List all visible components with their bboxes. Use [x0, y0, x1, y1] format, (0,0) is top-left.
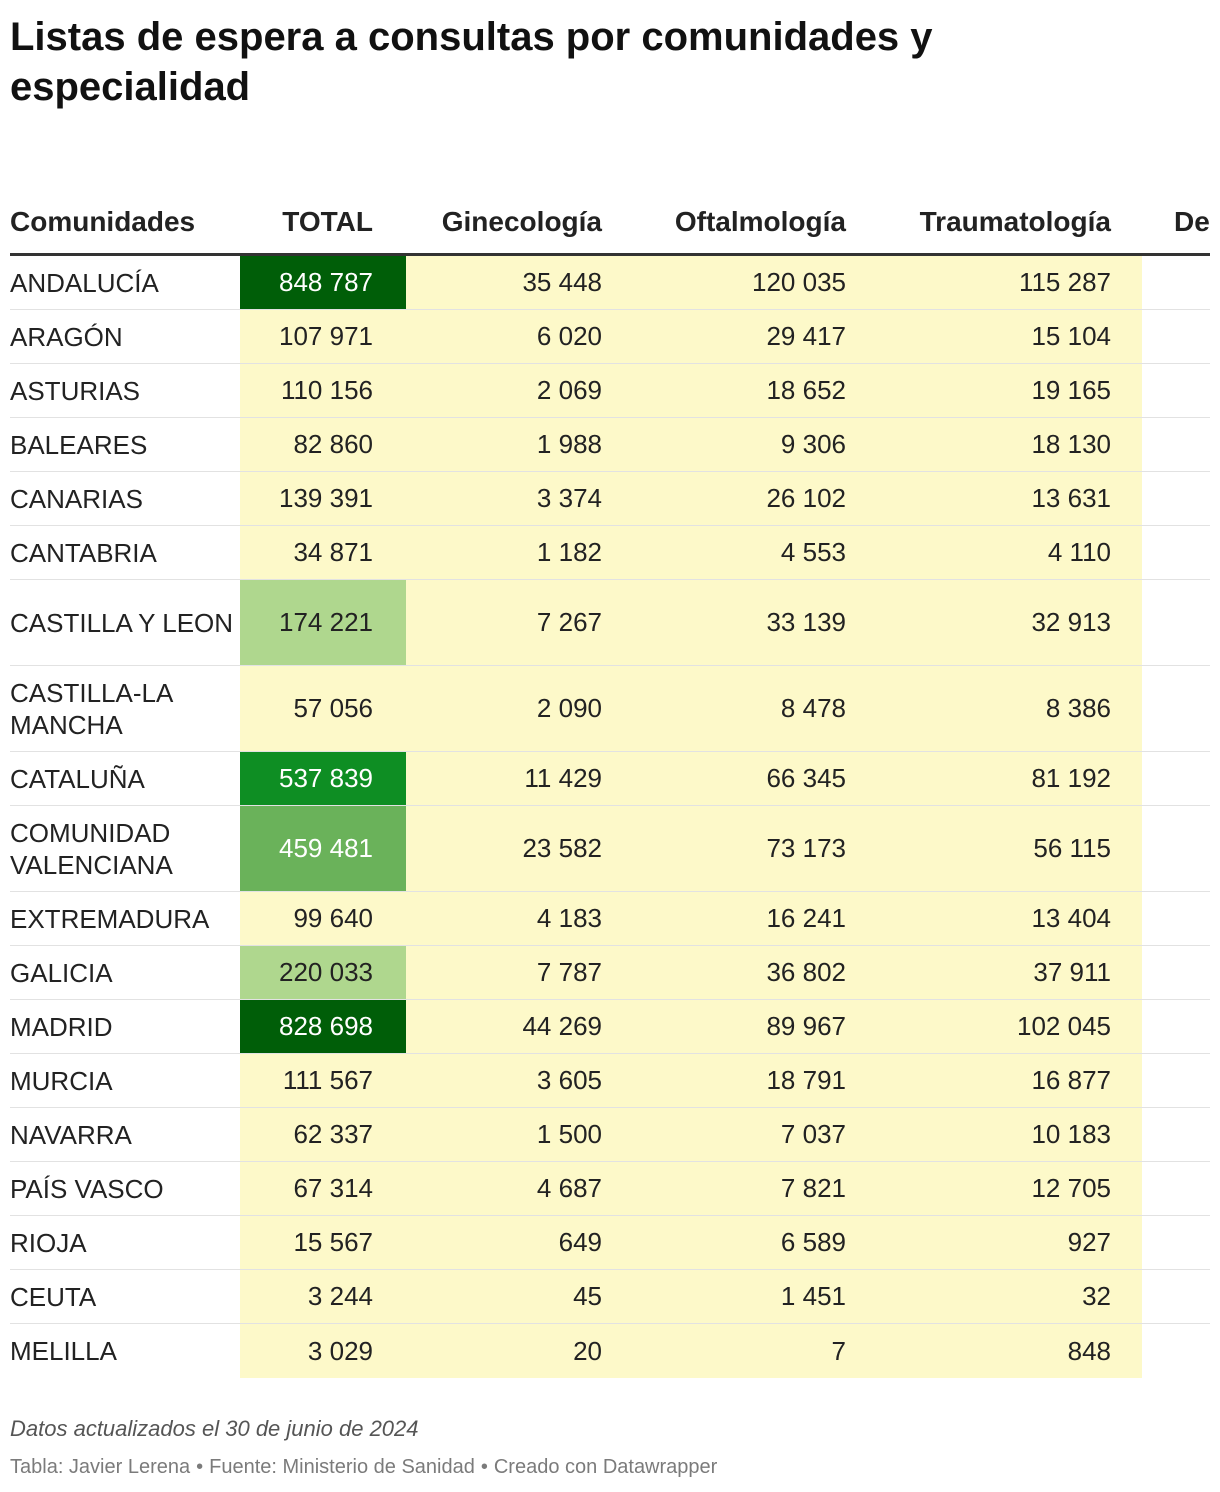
cell-total-value: 3 244 [307, 1281, 373, 1311]
table-row [10, 752, 1210, 806]
cell-total-value: 99 640 [293, 903, 373, 933]
cell-total [240, 1054, 406, 1107]
cell-traumatologia-value: 15 104 [1031, 321, 1111, 351]
header-traumatologia[interactable]: Traumatología [919, 206, 1111, 237]
cell-total [240, 1108, 406, 1161]
cell-total-value: 82 860 [293, 429, 373, 459]
comunidad-label: GALICIA [10, 957, 113, 988]
cell-total [240, 1162, 406, 1215]
cell-total [240, 1000, 406, 1053]
cell-ginecologia-value: 4 687 [536, 1173, 602, 1203]
cell-total-value: 67 314 [293, 1173, 373, 1203]
cell-ginecologia [406, 1162, 632, 1215]
cell-ginecologia [406, 806, 632, 891]
comunidad-label: CATALUÑA [10, 763, 145, 794]
cell-ginecologia [406, 1054, 632, 1107]
table-row [10, 526, 1210, 580]
cell-ginecologia [406, 310, 632, 363]
table-row [10, 472, 1210, 526]
header-ginecologia[interactable]: Ginecología [441, 206, 602, 237]
cell-traumatologia [876, 1108, 1142, 1161]
cell-total-value: 139 391 [279, 483, 373, 513]
cell-total-value: 848 787 [279, 267, 373, 297]
cell-traumatologia-value: 19 165 [1031, 375, 1111, 405]
table-row [10, 310, 1210, 364]
cell-oftalmologia [632, 946, 876, 999]
cell-comunidad [10, 310, 235, 363]
cell-oftalmologia [632, 1270, 876, 1323]
cell-oftalmologia [632, 892, 876, 945]
cell-ginecologia-value: 1 988 [536, 429, 602, 459]
comunidad-label: ANDALUCÍA [10, 267, 159, 298]
table-row [10, 1108, 1210, 1162]
comunidad-label: CANTABRIA [10, 537, 157, 568]
cell-traumatologia-value: 32 913 [1031, 607, 1111, 637]
cell-oftalmologia [632, 752, 876, 805]
header-comunidades[interactable]: Comunidades [10, 206, 196, 237]
cell-traumatologia [876, 752, 1142, 805]
cell-ginecologia [406, 1108, 632, 1161]
cell-comunidad [10, 1162, 235, 1215]
comunidad-label: CANARIAS [10, 483, 143, 514]
cell-traumatologia-value: 4 110 [1047, 537, 1111, 567]
cell-total [240, 946, 406, 999]
cell-oftalmologia-value: 7 821 [780, 1173, 846, 1203]
cell-oftalmologia-value: 26 102 [766, 483, 846, 513]
cell-total-value: 220 033 [279, 957, 373, 987]
cell-ginecologia [406, 256, 632, 309]
credit-table: Tabla: Javier Lerena [10, 1456, 191, 1478]
cell-traumatologia-value: 8 386 [1045, 693, 1111, 723]
cell-oftalmologia-value: 16 241 [766, 903, 846, 933]
cell-ginecologia-value: 20 [573, 1335, 602, 1366]
cell-oftalmologia [632, 364, 876, 417]
cell-total [240, 806, 406, 891]
cell-ginecologia-value: 1 182 [536, 537, 602, 567]
cell-comunidad [10, 526, 235, 579]
cell-ginecologia [406, 1216, 632, 1269]
cell-ginecologia-value: 2 090 [536, 693, 602, 723]
cell-oftalmologia [632, 1324, 876, 1378]
cell-ginecologia [406, 1270, 632, 1323]
table-row [10, 666, 1210, 752]
cell-ginecologia [406, 580, 632, 665]
table-header [10, 190, 1210, 256]
cell-total [240, 666, 406, 751]
cell-traumatologia [876, 364, 1142, 417]
cell-total [240, 472, 406, 525]
cell-ginecologia-value: 649 [558, 1227, 602, 1257]
cell-traumatologia [876, 1054, 1142, 1107]
cell-comunidad [10, 806, 235, 891]
cell-ginecologia-value: 44 269 [522, 1011, 602, 1041]
cell-ginecologia-value: 1 500 [536, 1119, 602, 1149]
cell-total-value: 3 029 [307, 1335, 373, 1366]
cell-total [240, 256, 406, 309]
cell-oftalmologia-value: 66 345 [766, 763, 846, 793]
cell-total [240, 752, 406, 805]
cell-ginecologia [406, 364, 632, 417]
cell-total-value: 174 221 [279, 607, 373, 637]
cell-traumatologia [876, 1270, 1142, 1323]
cell-traumatologia-value: 13 404 [1031, 903, 1111, 933]
cell-ginecologia [406, 666, 632, 751]
cell-traumatologia-value: 115 287 [1018, 267, 1111, 297]
cell-traumatologia [876, 310, 1142, 363]
cell-total [240, 892, 406, 945]
comunidad-label: BALEARES [10, 429, 148, 460]
cell-traumatologia [876, 806, 1142, 891]
comunidad-label: NAVARRA [10, 1119, 132, 1150]
cell-total-value: 537 839 [279, 763, 373, 793]
cell-traumatologia-value: 56 115 [1033, 833, 1111, 863]
cell-traumatologia [876, 1216, 1142, 1269]
cell-comunidad [10, 580, 235, 665]
table-row [10, 892, 1210, 946]
cell-total [240, 1270, 406, 1323]
cell-oftalmologia-value: 89 967 [766, 1011, 846, 1041]
cell-traumatologia [876, 580, 1142, 665]
cell-oftalmologia-value: 33 139 [766, 607, 846, 637]
cell-ginecologia-value: 3 605 [536, 1065, 602, 1095]
cell-traumatologia [876, 892, 1142, 945]
cell-ginecologia-value: 45 [573, 1281, 602, 1311]
cell-oftalmologia-value: 73 173 [766, 833, 846, 863]
cell-total [240, 310, 406, 363]
cell-total-value: 57 056 [293, 693, 373, 723]
cell-oftalmologia-value: 18 791 [766, 1065, 846, 1095]
comunidad-label: CEUTA [10, 1281, 97, 1312]
table-row [10, 1216, 1210, 1270]
cell-oftalmologia-value: 18 652 [766, 375, 846, 405]
cell-traumatologia [876, 1000, 1142, 1053]
cell-comunidad [10, 1054, 235, 1107]
cell-total [240, 580, 406, 665]
cell-total-value: 459 481 [279, 833, 373, 863]
cell-comunidad [10, 666, 235, 751]
cell-ginecologia [406, 946, 632, 999]
table-row [10, 364, 1210, 418]
cell-total [240, 418, 406, 471]
cell-traumatologia-value: 18 130 [1031, 429, 1111, 459]
cell-total-value: 110 156 [280, 375, 373, 405]
cell-oftalmologia-value: 4 553 [780, 537, 846, 567]
cell-oftalmologia [632, 1108, 876, 1161]
cell-traumatologia-value: 12 705 [1031, 1173, 1111, 1203]
cell-traumatologia-value: 848 [1067, 1335, 1111, 1366]
cell-traumatologia-value: 37 911 [1033, 957, 1111, 987]
cell-total-value: 34 871 [293, 537, 373, 567]
cell-total [240, 526, 406, 579]
chart-title: Listas de espera a consultas por comunidades y especialidad [10, 15, 933, 109]
cell-oftalmologia [632, 1162, 876, 1215]
comunidad-label: MADRID [10, 1011, 113, 1042]
cell-oftalmologia [632, 310, 876, 363]
cell-comunidad [10, 364, 235, 417]
cell-total [240, 364, 406, 417]
cell-oftalmologia [632, 1216, 876, 1269]
credit-tool: Creado con Datawrapper [493, 1456, 718, 1478]
comunidad-label: MELILLA [10, 1336, 117, 1366]
cell-oftalmologia-value: 7 [831, 1335, 846, 1366]
cell-traumatologia [876, 256, 1142, 309]
cell-ginecologia-value: 4 183 [536, 903, 602, 933]
table-row [10, 256, 1210, 310]
cell-ginecologia-value: 23 582 [522, 833, 602, 863]
cell-traumatologia-value: 16 877 [1031, 1065, 1111, 1095]
cell-oftalmologia-value: 36 802 [766, 957, 846, 987]
cell-comunidad [10, 418, 235, 471]
cell-comunidad [10, 1270, 235, 1323]
header-oftalmologia[interactable]: Oftalmología [674, 206, 846, 237]
cell-oftalmologia-value: 120 035 [752, 267, 846, 297]
table-row [10, 806, 1210, 892]
credit-line [10, 1456, 717, 1479]
cell-comunidad [10, 946, 235, 999]
cell-oftalmologia [632, 256, 876, 309]
comunidad-label: CASTILLA-LA MANCHA [10, 677, 172, 740]
table-row [10, 1054, 1210, 1108]
cell-total-value: 15 567 [293, 1227, 373, 1257]
comunidad-label: PAÍS VASCO [10, 1173, 164, 1204]
header-dermatologia-truncated[interactable]: De [1174, 206, 1210, 237]
cell-ginecologia [406, 1324, 632, 1378]
cell-traumatologia [876, 472, 1142, 525]
table-row [10, 1270, 1210, 1324]
cell-total-value: 111 567 [282, 1065, 373, 1095]
cell-ginecologia-value: 11 429 [524, 763, 602, 793]
cell-traumatologia [876, 1324, 1142, 1378]
table-row [10, 1162, 1210, 1216]
table-row [10, 1000, 1210, 1054]
cell-oftalmologia [632, 418, 876, 471]
comunidad-label: ASTURIAS [10, 375, 141, 406]
table-row [10, 946, 1210, 1000]
cell-oftalmologia [632, 580, 876, 665]
cell-oftalmologia-value: 29 417 [766, 321, 846, 351]
cell-ginecologia-value: 7 267 [536, 607, 602, 637]
cell-oftalmologia [632, 1054, 876, 1107]
cell-oftalmologia [632, 1000, 876, 1053]
cell-traumatologia [876, 946, 1142, 999]
cell-ginecologia [406, 1000, 632, 1053]
cell-comunidad [10, 892, 235, 945]
cell-total-value: 828 698 [279, 1011, 373, 1041]
cell-comunidad [10, 256, 235, 309]
cell-traumatologia-value: 927 [1067, 1227, 1111, 1257]
cell-traumatologia [876, 1162, 1142, 1215]
cell-traumatologia-value: 81 192 [1031, 763, 1111, 793]
comunidad-label: RIOJA [10, 1227, 87, 1258]
cell-oftalmologia-value: 1 451 [780, 1281, 846, 1311]
cell-comunidad [10, 1324, 235, 1378]
comunidad-label: MURCIA [10, 1065, 113, 1096]
cell-oftalmologia [632, 526, 876, 579]
cell-ginecologia-value: 2 069 [536, 375, 602, 405]
cell-comunidad [10, 1108, 235, 1161]
comunidad-label: EXTREMADURA [10, 903, 210, 934]
credit-separator: • [196, 1456, 204, 1478]
cell-traumatologia [876, 666, 1142, 751]
cell-ginecologia-value: 7 787 [536, 957, 602, 987]
cell-comunidad [10, 752, 235, 805]
cell-total [240, 1324, 406, 1378]
footnote-date: Datos actualizados el 30 de junio de 2024 [10, 1416, 419, 1441]
cell-oftalmologia [632, 666, 876, 751]
cell-oftalmologia-value: 7 037 [780, 1119, 846, 1149]
cell-comunidad [10, 1216, 235, 1269]
cell-traumatologia [876, 418, 1142, 471]
cell-ginecologia [406, 418, 632, 471]
table-row [10, 1324, 1210, 1378]
comunidad-label: COMUNIDAD VALENCIANA [10, 817, 173, 880]
cell-ginecologia [406, 752, 632, 805]
table-row [10, 580, 1210, 666]
cell-traumatologia [876, 526, 1142, 579]
cell-total [240, 1216, 406, 1269]
cell-oftalmologia-value: 9 306 [780, 429, 846, 459]
cell-ginecologia-value: 6 020 [536, 321, 602, 351]
cell-traumatologia-value: 102 045 [1017, 1011, 1111, 1041]
data-table [10, 190, 1210, 1390]
cell-traumatologia-value: 10 183 [1031, 1119, 1111, 1149]
credit-source: Fuente: Ministerio de Sanidad [209, 1456, 475, 1478]
cell-ginecologia [406, 892, 632, 945]
cell-oftalmologia [632, 806, 876, 891]
cell-oftalmologia [632, 472, 876, 525]
cell-total-value: 107 971 [279, 321, 373, 351]
cell-ginecologia [406, 526, 632, 579]
cell-traumatologia-value: 32 [1082, 1281, 1111, 1311]
cell-comunidad [10, 472, 235, 525]
cell-ginecologia-value: 3 374 [536, 483, 602, 513]
cell-total-value: 62 337 [293, 1119, 373, 1149]
cell-ginecologia [406, 472, 632, 525]
cell-oftalmologia-value: 8 478 [780, 693, 846, 723]
cell-traumatologia-value: 13 631 [1031, 483, 1111, 513]
table-row [10, 418, 1210, 472]
comunidad-label: ARAGÓN [10, 321, 123, 352]
cell-oftalmologia-value: 6 589 [780, 1227, 846, 1257]
credit-separator: • [480, 1456, 488, 1478]
cell-ginecologia-value: 35 448 [522, 267, 602, 297]
cell-comunidad [10, 1000, 235, 1053]
comunidad-label: CASTILLA Y LEON [10, 607, 234, 638]
header-total[interactable]: TOTAL [282, 206, 373, 237]
